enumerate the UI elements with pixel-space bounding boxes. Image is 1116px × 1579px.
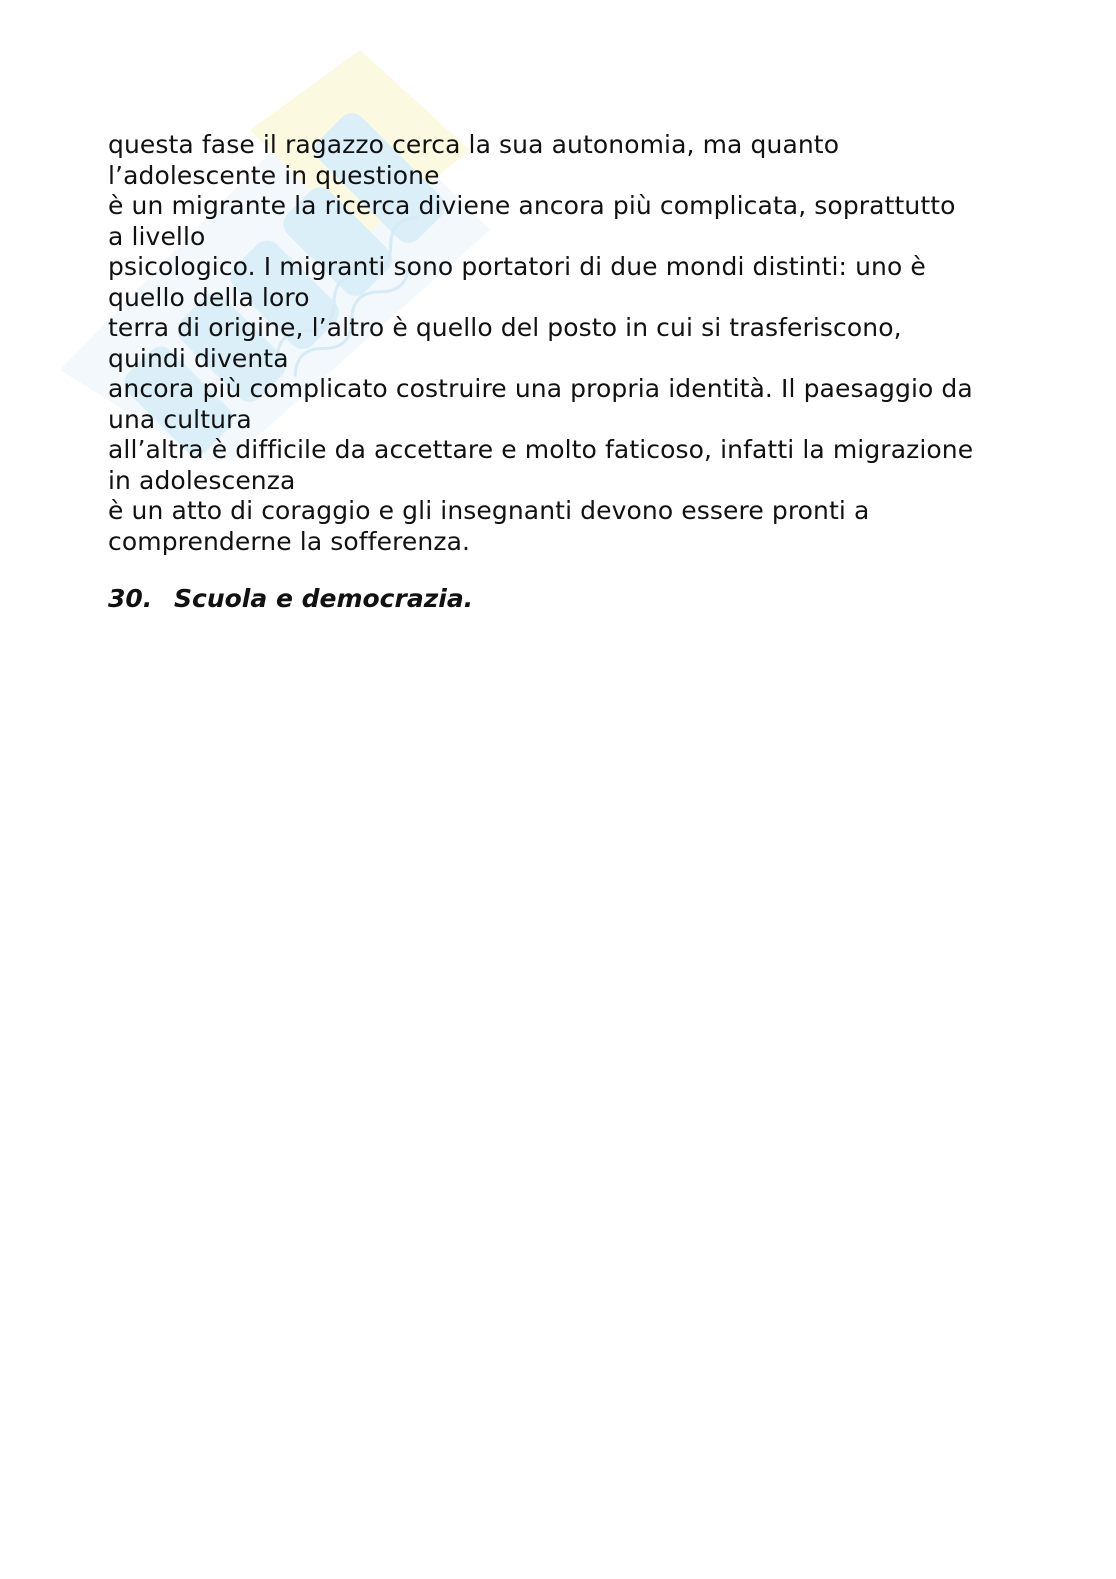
paragraph-line: è un atto di coraggio e gli insegnanti devono essere pronti a	[108, 496, 870, 525]
section-heading	[108, 582, 1028, 616]
paragraph-line: ancora più complicato costruire una propria identità. Il paesaggio da	[108, 374, 973, 403]
paragraph-line: l’adolescente in questione	[108, 160, 440, 190]
paragraph-line: quello della loro	[108, 282, 310, 312]
section-title: Scuola e democrazia.	[174, 584, 474, 613]
paragraph-line: all’altra è difficile da accettare e molto faticoso, infatti la migrazione	[108, 435, 974, 464]
section-number: 30.	[108, 584, 153, 613]
paragraph-line: terra di origine, l’altro è quello del posto in cui si trasferiscono,	[108, 313, 902, 342]
paragraph-line: questa fase il ragazzo cerca la sua autonomia, ma quanto	[108, 130, 840, 159]
body-paragraph	[108, 130, 1028, 557]
paragraph-line: comprenderne la sofferenza.	[108, 526, 471, 556]
document-body	[108, 130, 1028, 616]
paragraph-line: in adolescenza	[108, 465, 296, 495]
paragraph-line: psicologico. I migranti sono portatori di due mondi distinti: uno è	[108, 252, 926, 281]
paragraph-line: una cultura	[108, 404, 252, 434]
paragraph-line: a livello	[108, 221, 206, 251]
paragraph-line: è un migrante la ricerca diviene ancora più complicata, soprattutto	[108, 191, 956, 220]
paragraph-line: quindi diventa	[108, 343, 289, 373]
